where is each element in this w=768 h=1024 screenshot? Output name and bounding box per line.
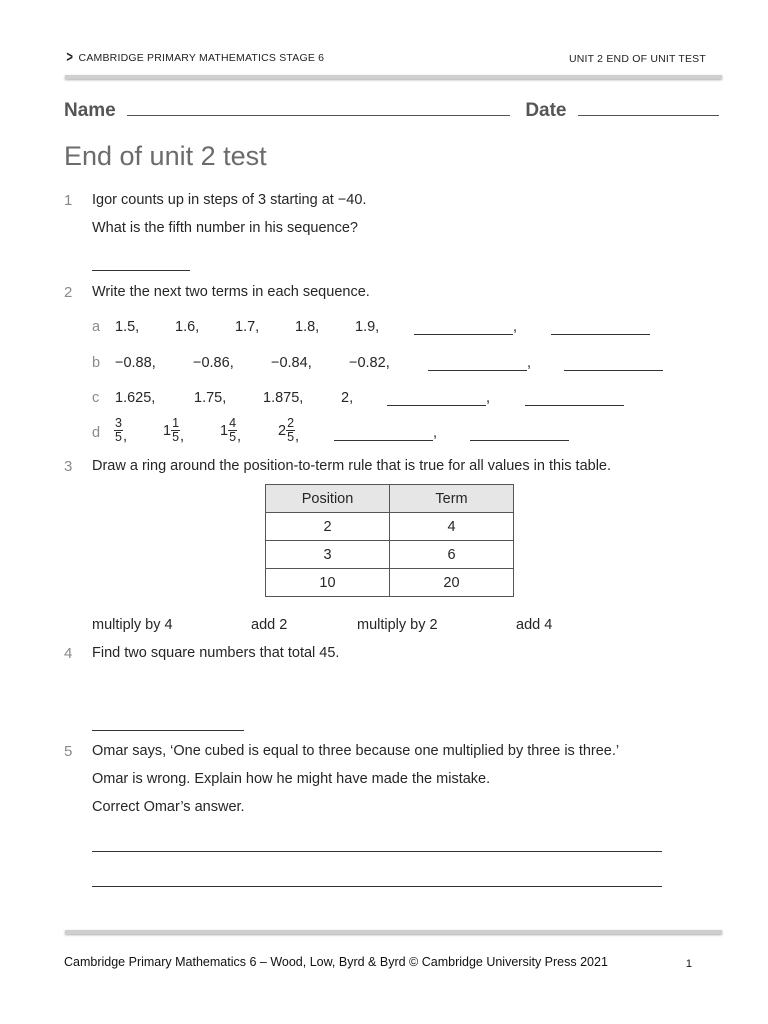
footer-copyright: Cambridge Primary Mathematics 6 – Wood, Low, Byrd & Byrd © Cambridge University Press 2021 [64, 955, 608, 969]
seq-d-term-4: 2 $\frac{2}{5}$ , [278, 416, 300, 445]
question-5-number: 5 [64, 743, 73, 760]
seq-a-term-1: 1.5, [115, 319, 140, 335]
seq-c-answer-2[interactable] [525, 405, 624, 406]
question-3-text: Draw a ring around the position-to-term rule that is true for all values in this table. [92, 458, 612, 474]
question-1-number: 1 [64, 192, 73, 209]
part-b-label: b [92, 355, 101, 371]
seq-c-term-1: 1.625, [115, 390, 156, 406]
question-1-line-1: Igor counts up in steps of 3 starting at −40. [92, 192, 367, 208]
table-cell: 3 [266, 541, 390, 569]
table-header-term: Term [390, 485, 514, 513]
table-cell: 20 [390, 569, 514, 597]
seq-a-term-2: 1.6, [175, 319, 200, 335]
seq-d-term-1: $\frac{3}{5}$ , [115, 416, 127, 445]
seq-a-term-4: 1.8, [295, 319, 320, 335]
table-cell: 6 [390, 541, 514, 569]
question-5-answer-line-1[interactable] [92, 851, 662, 852]
seq-a-answer-1[interactable] [414, 334, 513, 335]
question-4-answer-line[interactable] [92, 730, 244, 731]
seq-b-term-4: −0.82, [349, 355, 390, 371]
seq-c-term-2: 1.75, [194, 390, 227, 406]
chevron-right-icon: > [66, 49, 74, 66]
header-series-title: CAMBRIDGE PRIMARY MATHEMATICS STAGE 6 [78, 52, 325, 64]
question-2-number: 2 [64, 284, 73, 301]
seq-b-term-1: −0.88, [115, 355, 156, 371]
rule-option-multiply-by-2[interactable]: multiply by 2 [357, 617, 438, 633]
date-field[interactable] [578, 114, 719, 116]
table-cell: 2 [266, 513, 390, 541]
footer-divider [65, 930, 722, 934]
part-a-label: a [92, 319, 101, 335]
seq-a-term-5: 1.9, [355, 319, 380, 335]
page-title: End of unit 2 test [64, 141, 267, 171]
fraction: $\frac{1}{5}$ [172, 416, 180, 444]
question-5-line-3: Correct Omar’s answer. [92, 799, 245, 815]
fraction: $\frac{4}{5}$ [229, 416, 237, 444]
seq-c-answer-1[interactable] [387, 405, 486, 406]
name-label: Name [64, 100, 116, 121]
seq-b-answer-2[interactable] [564, 370, 663, 371]
fraction: $\frac{2}{5}$ [287, 416, 295, 444]
question-5-answer-line-2[interactable] [92, 886, 662, 887]
question-4-number: 4 [64, 645, 73, 662]
question-2-text: Write the next two terms in each sequence. [92, 284, 370, 300]
name-field[interactable] [127, 114, 510, 116]
date-label: Date [525, 100, 567, 121]
rule-option-add-4[interactable]: add 4 [516, 617, 553, 633]
seq-d-answer-1[interactable] [334, 440, 433, 441]
question-5-line-1: Omar says, ‘One cubed is equal to three because one multiplied by three is three.’ [92, 743, 620, 759]
question-4-text: Find two square numbers that total 45. [92, 645, 340, 661]
question-3-number: 3 [64, 458, 73, 475]
part-c-label: c [92, 390, 100, 406]
table-row [266, 569, 514, 597]
comma-separator: , [433, 425, 438, 441]
rule-option-multiply-by-4[interactable]: multiply by 4 [92, 617, 173, 633]
comma-separator: , [527, 355, 532, 371]
comma-separator: , [486, 390, 491, 406]
seq-a-answer-2[interactable] [551, 334, 650, 335]
seq-d-term-3: 1 $\frac{4}{5}$ , [220, 416, 242, 445]
seq-b-answer-1[interactable] [428, 370, 527, 371]
running-header-left [65, 49, 325, 66]
table-header-row [266, 485, 514, 513]
table-row [266, 541, 514, 569]
comma-separator: , [513, 319, 518, 335]
seq-c-term-3: 1.875, [263, 390, 304, 406]
seq-d-answer-2[interactable] [470, 440, 569, 441]
fraction: $\frac{3}{5}$ [115, 416, 122, 444]
part-d-label: d [92, 425, 101, 441]
seq-a-term-3: 1.7, [235, 319, 260, 335]
rule-option-add-2[interactable]: add 2 [251, 617, 288, 633]
question-1-line-2: What is the fifth number in his sequence? [92, 220, 358, 236]
table-cell: 10 [266, 569, 390, 597]
header-divider [65, 75, 722, 79]
question-1-answer-line[interactable] [92, 270, 190, 271]
header-unit-title: UNIT 2 END OF UNIT TEST [568, 53, 706, 65]
table-cell: 4 [390, 513, 514, 541]
seq-c-term-4: 2, [341, 390, 354, 406]
question-5-line-2: Omar is wrong. Explain how he might have made the mistake. [92, 771, 491, 787]
table-header-position: Position [266, 485, 390, 513]
seq-b-term-3: −0.84, [271, 355, 312, 371]
name-date-row [64, 100, 719, 122]
seq-d-term-2: 1 $\frac{1}{5}$ , [163, 416, 185, 445]
seq-b-term-2: −0.86, [193, 355, 234, 371]
table-row [266, 513, 514, 541]
page-number: 1 [685, 958, 692, 970]
position-term-table [265, 484, 514, 597]
